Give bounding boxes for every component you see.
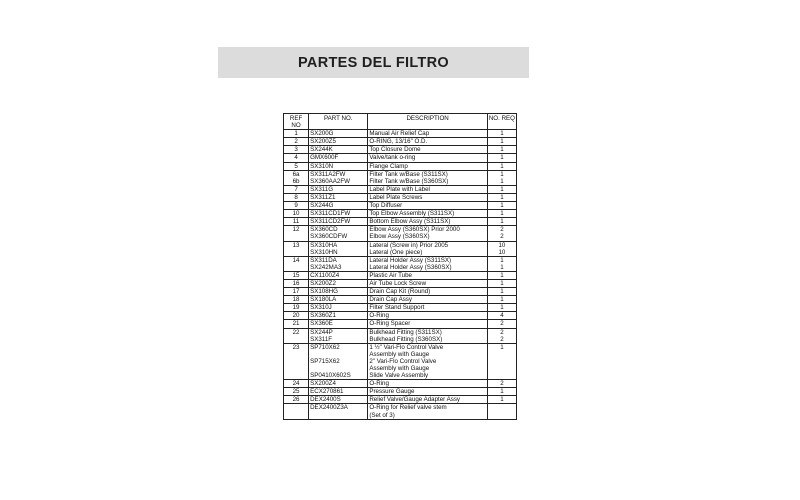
ref-no-cell [284,241,309,256]
description-cell [368,226,488,241]
part-no-cell-line: SX360Z1 [310,312,336,320]
description-cell [368,218,488,226]
column-header-no-req: NO. REQ [487,114,516,130]
quantity-cell-line: 1 [500,210,504,218]
table-row [284,130,517,138]
description-cell [368,304,488,312]
part-no-cell-line: SX242MA3 [310,263,342,271]
ref-no-cell-line: 8 [294,193,298,201]
part-no-cell-line: SX310N [310,162,334,170]
description-cell-line: O-Ring Spacer [369,320,411,328]
ref-no-cell [284,185,309,193]
description-cell [368,388,488,396]
table-row [284,193,517,201]
ref-no-cell-line: 17 [292,288,300,296]
part-no-cell-line: SX244P [310,328,333,336]
ref-no-cell [284,320,309,328]
table-row [284,388,517,396]
ref-no-cell-line: 6b [292,177,300,185]
ref-no-cell [284,256,309,271]
table-row [284,138,517,146]
table-row [284,380,517,388]
description-cell [368,202,488,210]
quantity-cell-line: 1 [500,271,504,279]
ref-no-cell [284,304,309,312]
quantity-cell-line: 2 [500,335,504,343]
ref-no-cell [284,288,309,296]
ref-no-cell-line: 18 [292,296,300,304]
ref-no-cell-line: 5 [294,162,298,170]
description-cell-line: Plastic Air Tube [369,271,412,279]
ref-no-cell [284,130,309,138]
description-cell-line: Label Plate with Label [369,185,430,193]
ref-no-cell [284,202,309,210]
description-cell [368,138,488,146]
ref-no-cell [284,162,309,170]
part-no-cell [309,185,368,193]
description-cell [368,380,488,388]
ref-no-cell-line: 24 [292,380,300,388]
quantity-cell-line: 1 [500,162,504,170]
part-no-cell [309,288,368,296]
description-cell [368,296,488,304]
column-header-description: DESCRIPTION [368,114,488,130]
part-no-cell [309,304,368,312]
description-cell [368,210,488,218]
ref-no-cell [284,396,309,404]
ref-no-cell [284,218,309,226]
ref-no-cell-line: 21 [292,320,300,328]
part-no-cell [309,380,368,388]
description-cell-line: Filter Tank w/Base (S311SX) [369,170,448,178]
part-no-cell-line: SX200Z4 [310,380,336,388]
part-no-cell-line [310,365,366,372]
quantity-cell [487,218,516,226]
part-no-cell [309,146,368,154]
quantity-cell-line: 1 [500,154,504,162]
description-cell-line: Lateral Holder Assy (S311SX) [369,256,452,264]
part-no-cell-line: ECX270861 [310,388,344,396]
description-cell-line: Elbow Assy (S360SX) [369,233,430,241]
description-cell [368,185,488,193]
part-no-cell-line: SX244K [310,146,333,154]
description-cell-line: O-Ring [369,312,389,320]
description-cell-line: Air Tube Lock Screw [369,279,427,287]
ref-no-cell-line: 2 [294,138,298,146]
description-cell [368,154,488,162]
ref-no-cell [284,154,309,162]
part-no-cell [309,388,368,396]
parts-table-body [284,130,517,419]
quantity-cell-line: 2 [500,320,504,328]
part-no-cell [309,138,368,146]
description-cell [368,241,488,256]
table-row [284,320,517,328]
part-no-cell-line: SX180LA [310,296,337,304]
quantity-cell [487,304,516,312]
table-row [284,396,517,404]
description-cell [368,146,488,154]
quantity-cell-line: 1 [500,256,504,264]
part-no-cell-line: SX200Z2 [310,279,336,287]
quantity-cell [487,404,516,419]
quantity-cell-line: 10 [498,241,506,249]
description-cell [368,312,488,320]
quantity-cell-line: 2 [500,233,504,241]
quantity-cell-line: 4 [500,312,504,320]
description-cell [368,396,488,404]
description-cell-line: Elbow Assy (S360SX) Prior 2000 [369,226,460,234]
description-cell [368,288,488,296]
part-no-cell-line: DEX2400S [310,396,341,404]
quantity-cell-line: 1 [500,296,504,304]
description-cell [368,271,488,279]
part-no-cell-line: SX200Z5 [310,138,336,146]
description-cell-line: Assembly with Gauge [369,350,430,358]
part-no-cell-line: SX311F [310,335,332,343]
description-cell-line: Slide Valve Assembly [369,372,429,380]
part-no-cell [309,404,368,419]
table-row [284,404,517,419]
description-cell-line: Top Diffuser [369,202,403,210]
part-no-cell-line: SX108HG [310,288,338,296]
table-header-row [284,114,517,130]
quantity-cell [487,296,516,304]
ref-no-cell [284,193,309,201]
quantity-cell-line: 2 [500,328,504,336]
table-row [284,279,517,287]
description-cell-line: Top Closure Dome [369,146,421,154]
ref-no-cell [284,279,309,287]
description-cell-line: (Set of 3) [369,411,395,419]
part-no-cell-line: SX311DA [310,256,337,264]
description-cell [368,162,488,170]
ref-no-cell-line: 9 [294,202,298,210]
ref-no-cell-line: 15 [292,271,300,279]
part-no-cell [309,343,368,379]
table-row [284,170,517,185]
description-cell-line: Relief Valve/Gauge Adapter Assy [369,396,461,404]
page-title-banner [218,47,529,78]
quantity-cell-line: 1 [500,202,504,210]
description-cell-line: Assembly with Gauge [369,365,430,372]
ref-no-cell-line: 11 [292,218,300,226]
quantity-cell-line: 1 [500,304,504,312]
page-title: PARTES DEL FILTRO [298,54,449,71]
quantity-cell-line: 1 [500,130,504,138]
quantity-cell-line: 1 [500,388,504,396]
column-header-part-no: PART NO. [309,114,368,130]
description-cell-line: Valve/tank o-ring [369,154,416,162]
description-cell-line: 2" Vari-Flo Control Valve [369,357,437,365]
ref-no-cell [284,328,309,343]
part-no-cell [309,396,368,404]
table-row [284,241,517,256]
ref-no-cell-line: 22 [292,328,300,336]
part-no-cell-line: SP715X62 [310,357,340,365]
part-no-cell [309,202,368,210]
quantity-cell-line: 1 [500,146,504,154]
quantity-cell [487,256,516,271]
part-no-cell [309,328,368,343]
ref-no-cell-line: 6a [292,170,300,178]
part-no-cell-line: SX310J [310,304,332,312]
description-cell [368,343,488,379]
quantity-cell-line: 1 [500,218,504,226]
part-no-cell-line: SX360CDFW [310,233,348,241]
table-row [284,162,517,170]
ref-no-cell [284,404,309,419]
part-no-cell-line: SX310HA [310,241,338,249]
part-no-cell-line: DEX2400Z3A [310,404,348,412]
quantity-cell [487,146,516,154]
quantity-cell-line: 1 [500,185,504,193]
quantity-cell-line: 1 [500,177,504,185]
ref-no-cell-line: 25 [292,388,300,396]
column-header-ref-no: REF NO [284,114,309,130]
part-no-cell-line: SX311A2FW [310,170,346,178]
ref-no-cell [284,146,309,154]
table-row [284,202,517,210]
ref-no-cell-line: 16 [292,279,300,287]
quantity-cell-line: 10 [498,248,506,256]
parts-table [283,113,517,420]
ref-no-cell-line: 12 [292,226,300,234]
ref-no-cell-line: 20 [292,312,300,320]
ref-no-cell-line: 10 [292,210,300,218]
description-cell-line: O-RING, 13/16" O.D. [369,138,428,146]
part-no-cell-line: GMX600F [310,154,339,162]
table-row [284,185,517,193]
description-cell-line: Drain Cap Kit (Round) [369,288,431,296]
description-cell-line: Flange Clamp [369,162,408,170]
ref-no-cell [284,312,309,320]
part-no-cell [309,218,368,226]
quantity-cell [487,185,516,193]
quantity-cell [487,154,516,162]
part-no-cell-line: SP710X62 [310,343,340,351]
quantity-cell [487,320,516,328]
part-no-cell [309,162,368,170]
description-cell [368,256,488,271]
part-no-cell [309,296,368,304]
quantity-cell [487,170,516,185]
part-no-cell [309,226,368,241]
part-no-cell-line [310,351,366,358]
quantity-cell-line: 1 [500,193,504,201]
quantity-cell-line: 1 [500,343,504,351]
description-cell-line: Manual Air Relief Cap [369,130,430,138]
table-row [284,154,517,162]
ref-no-cell-line: 23 [292,343,300,351]
ref-no-cell-line [285,404,307,411]
ref-no-cell-line: 14 [292,256,300,264]
quantity-cell [487,162,516,170]
quantity-cell [487,271,516,279]
description-cell-line: Bottom Elbow Assy (S311SX) [369,218,451,226]
part-no-cell [309,130,368,138]
part-no-cell-line: SX360E [310,320,333,328]
ref-no-cell-line: 26 [292,396,300,404]
part-no-cell-line: SX311G [310,185,334,193]
part-no-cell-line: SX360CD [310,226,338,234]
description-cell [368,170,488,185]
quantity-cell-line: 1 [500,288,504,296]
description-cell-line: Filter Tank w/Base (S360SX) [369,177,449,185]
quantity-cell-line: 1 [500,138,504,146]
quantity-cell [487,138,516,146]
description-cell [368,279,488,287]
ref-no-cell [284,296,309,304]
ref-no-cell [284,380,309,388]
part-no-cell [309,312,368,320]
description-cell-line: Label Plate Screws [369,193,423,201]
ref-no-cell [284,388,309,396]
description-cell-line: Lateral (Screw in) Prior 2005 [369,241,449,249]
description-cell-line: O-Ring [369,380,389,388]
part-no-cell-line: SX244G [310,202,334,210]
description-cell-line: Lateral Holder Assy (S360SX) [369,263,452,271]
quantity-cell-line: 1 [500,396,504,404]
quantity-cell [487,312,516,320]
quantity-cell [487,388,516,396]
ref-no-cell [284,138,309,146]
quantity-cell-line: 2 [500,380,504,388]
part-no-cell [309,170,368,185]
part-no-cell [309,256,368,271]
ref-no-cell [284,210,309,218]
table-row [284,312,517,320]
table-row [284,210,517,218]
table-row [284,226,517,241]
part-no-cell [309,154,368,162]
part-no-cell [309,193,368,201]
quantity-cell-line [489,404,515,411]
table-row [284,146,517,154]
quantity-cell-line: 1 [500,279,504,287]
quantity-cell [487,210,516,218]
part-no-cell-line: CX1100Z4 [310,271,340,279]
description-cell-line: Top Elbow Assembly (S311SX) [369,210,455,218]
ref-no-cell-line: 3 [294,146,298,154]
description-cell-line: O-Ring for Relief valve stem [369,404,447,412]
quantity-cell [487,226,516,241]
description-cell-line: 1 ½" Vari-Flo Control Valve [369,343,444,351]
quantity-cell [487,328,516,343]
part-no-cell [309,320,368,328]
quantity-cell-line: 1 [500,263,504,271]
part-no-cell [309,271,368,279]
table-row [284,328,517,343]
table-row [284,288,517,296]
part-no-cell-line: SP0410X602S [310,372,351,380]
part-no-cell-line: SX311CD1FW [310,210,351,218]
table-row [284,304,517,312]
part-no-cell-line: SX311CD2FW [310,218,351,226]
part-no-cell-line: SX360AA2FW [310,177,350,185]
description-cell-line: Lateral (One piece) [369,248,423,256]
ref-no-cell [284,343,309,379]
quantity-cell [487,343,516,379]
quantity-cell [487,380,516,388]
ref-no-cell-line: 7 [294,185,298,193]
description-cell-line: Pressure Gauge [369,388,415,396]
ref-no-cell-line: 4 [294,154,298,162]
quantity-cell [487,130,516,138]
part-no-cell [309,241,368,256]
quantity-cell [487,241,516,256]
part-no-cell-line: SX200G [310,130,334,138]
description-cell-line: Bulkhead Fitting (S311SX) [369,328,442,336]
part-no-cell-line: SX310HN [310,248,338,256]
description-cell [368,328,488,343]
ref-no-cell-line: 13 [292,241,300,249]
table-row [284,296,517,304]
table-row [284,271,517,279]
description-cell [368,404,488,419]
description-cell-line: Drain Cap Assy [369,296,412,304]
quantity-cell [487,396,516,404]
table-row [284,256,517,271]
quantity-cell [487,279,516,287]
table-row [284,343,517,379]
description-cell-line: Filter Stand Support [369,304,425,312]
ref-no-cell [284,170,309,185]
quantity-cell-line: 2 [500,226,504,234]
ref-no-cell [284,226,309,241]
ref-no-cell-line: 19 [292,304,300,312]
quantity-cell [487,202,516,210]
quantity-cell [487,288,516,296]
quantity-cell-line: 1 [500,170,504,178]
description-cell [368,320,488,328]
description-cell [368,130,488,138]
ref-no-cell [284,271,309,279]
description-cell [368,193,488,201]
quantity-cell [487,193,516,201]
description-cell-line: Bulkhead Fitting (S360SX) [369,335,443,343]
part-no-cell [309,279,368,287]
ref-no-cell-line: 1 [294,130,298,138]
part-no-cell-line: SX311Z1 [310,193,336,201]
part-no-cell [309,210,368,218]
table-row [284,218,517,226]
